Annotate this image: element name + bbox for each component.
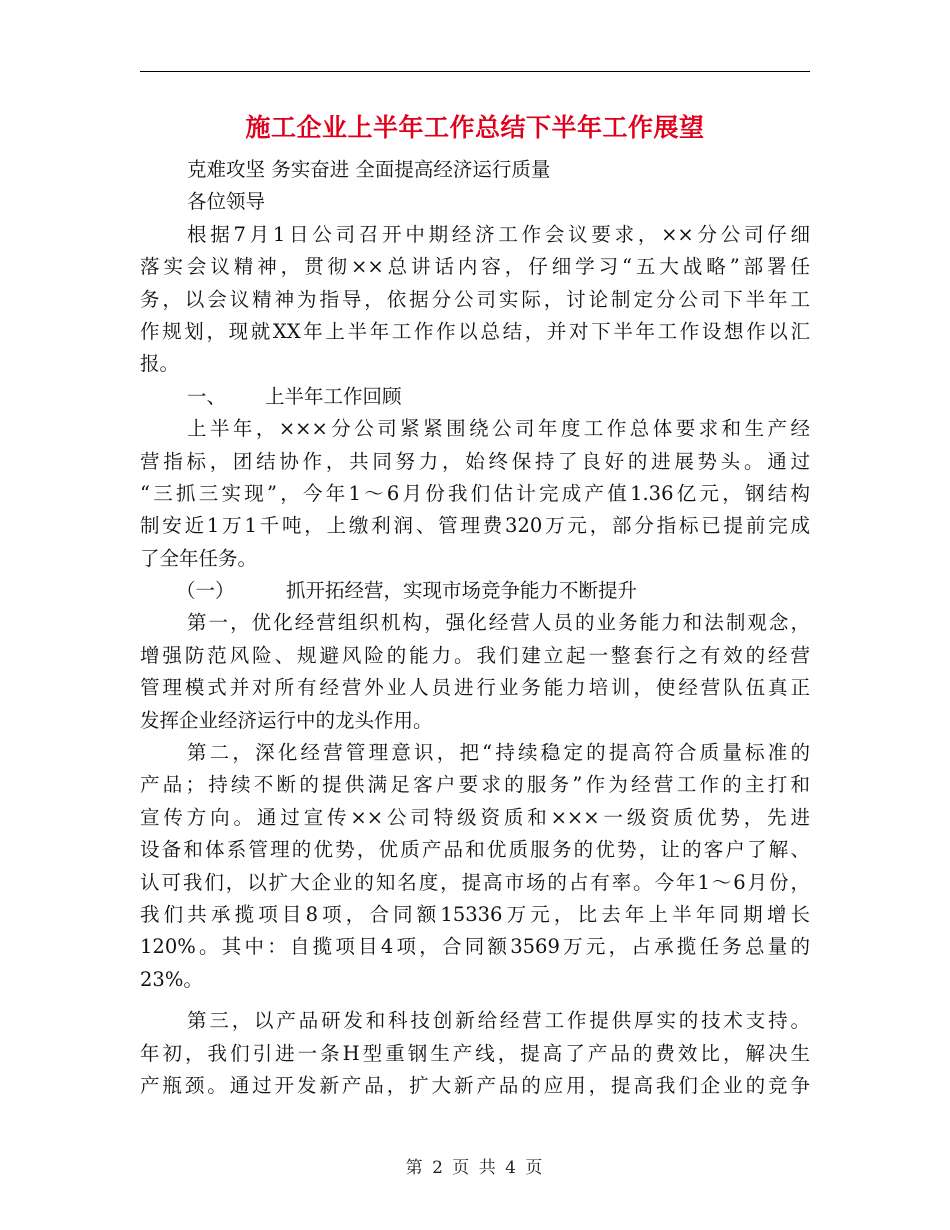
document-body: [140, 154, 810, 1102]
page-number-footer: 第 2 页 共 4 页: [405, 1158, 545, 1178]
paragraph-line: 上半年，×××分公司紧紧围绕公司年度工作总体要求和生产经: [187, 417, 810, 441]
section-title: 上半年工作回顾: [265, 384, 402, 408]
paragraph-line: 增强防范风险、规避风险的能力。我们建立起一整套行之有效的经营: [140, 643, 810, 667]
subtitle-line: 克难攻坚 务实奋进 全面提高经济运行质量: [187, 158, 551, 181]
paragraph-line: 根据7月1日公司召开中期经济工作会议要求，××分公司仔细: [187, 222, 810, 246]
paragraph-line: 23%。: [140, 967, 203, 991]
paragraph-line: 第一，优化经营组织机构，强化经营人员的业务能力和法制观念，: [187, 611, 810, 635]
subsection-heading: [140, 575, 810, 607]
paragraph-line: 宣传方向。通过宣传××公司特级资质和×××一级资质优势，先进: [140, 805, 810, 829]
paragraph-line: 认可我们，以扩大企业的知名度，提高市场的占有率。今年1～6月份，: [140, 870, 810, 894]
subsection-title: 抓开拓经营，实现市场竞争能力不断提升: [286, 579, 638, 603]
paragraph-line: 管理模式并对所有经营外业人员进行业务能力培训，使经营队伍真正: [140, 676, 810, 700]
paragraph-line: 落实会议精神，贯彻××总讲话内容，仔细学习“五大战略”部署任: [140, 255, 810, 279]
paragraph-line: 作规划，现就XX年上半年工作作以总结，并对下半年工作设想作以汇: [140, 319, 810, 343]
paragraph-line: 我们共承揽项目8项，合同额15336万元，比去年上半年同期增长: [140, 902, 810, 926]
paragraph-line: 务，以会议精神为指导，依据分公司实际，讨论制定分公司下半年工: [140, 287, 810, 311]
paragraph-line: 报。: [140, 352, 180, 376]
paragraph-line: 第三，以产品研发和科技创新给经营工作提供厚实的技术支持。: [187, 1009, 810, 1033]
section-heading: [140, 381, 810, 413]
paragraph-line: 发挥企业经济运行中的龙头作用。: [140, 708, 433, 732]
paragraph-line: 产瓶颈。通过开发新产品，扩大新产品的应用，提高我们企业的竞争: [140, 1073, 810, 1097]
document-title: 施工企业上半年工作总结下半年工作展望: [245, 113, 705, 142]
paragraph-line: 制安近1万1千吨，上缴利润、管理费320万元，部分指标已提前完成: [140, 514, 810, 538]
paragraph-line: 了全年任务。: [140, 546, 258, 570]
paragraph-line: 第二，深化经营管理意识，把“持续稳定的提高符合质量标准的: [187, 741, 810, 765]
paragraph-line: “三抓三实现”，今年1～6月份我们估计完成产值1.36亿元，钢结构: [140, 481, 810, 505]
salutation-line: 各位领导: [187, 190, 266, 214]
section-number: 一、: [187, 384, 227, 408]
paragraph-line: 产品；持续不断的提供满足客户要求的服务”作为经营工作的主打和: [140, 773, 810, 797]
subsection-number: （一）: [176, 579, 235, 603]
paragraph-line: 120%。其中：自揽项目4项，合同额3569万元，占承揽任务总量的: [140, 935, 810, 959]
paragraph-line: 设备和体系管理的优势，优质产品和优质服务的优势，让的客户了解、: [140, 838, 810, 862]
paragraph-line: 年初，我们引进一条H型重钢生产线，提高了产品的费效比，解决生: [140, 1041, 810, 1065]
header-rule: [140, 71, 810, 72]
paragraph-line: 营指标，团结协作，共同努力，始终保持了良好的进展势头。通过: [140, 449, 810, 473]
